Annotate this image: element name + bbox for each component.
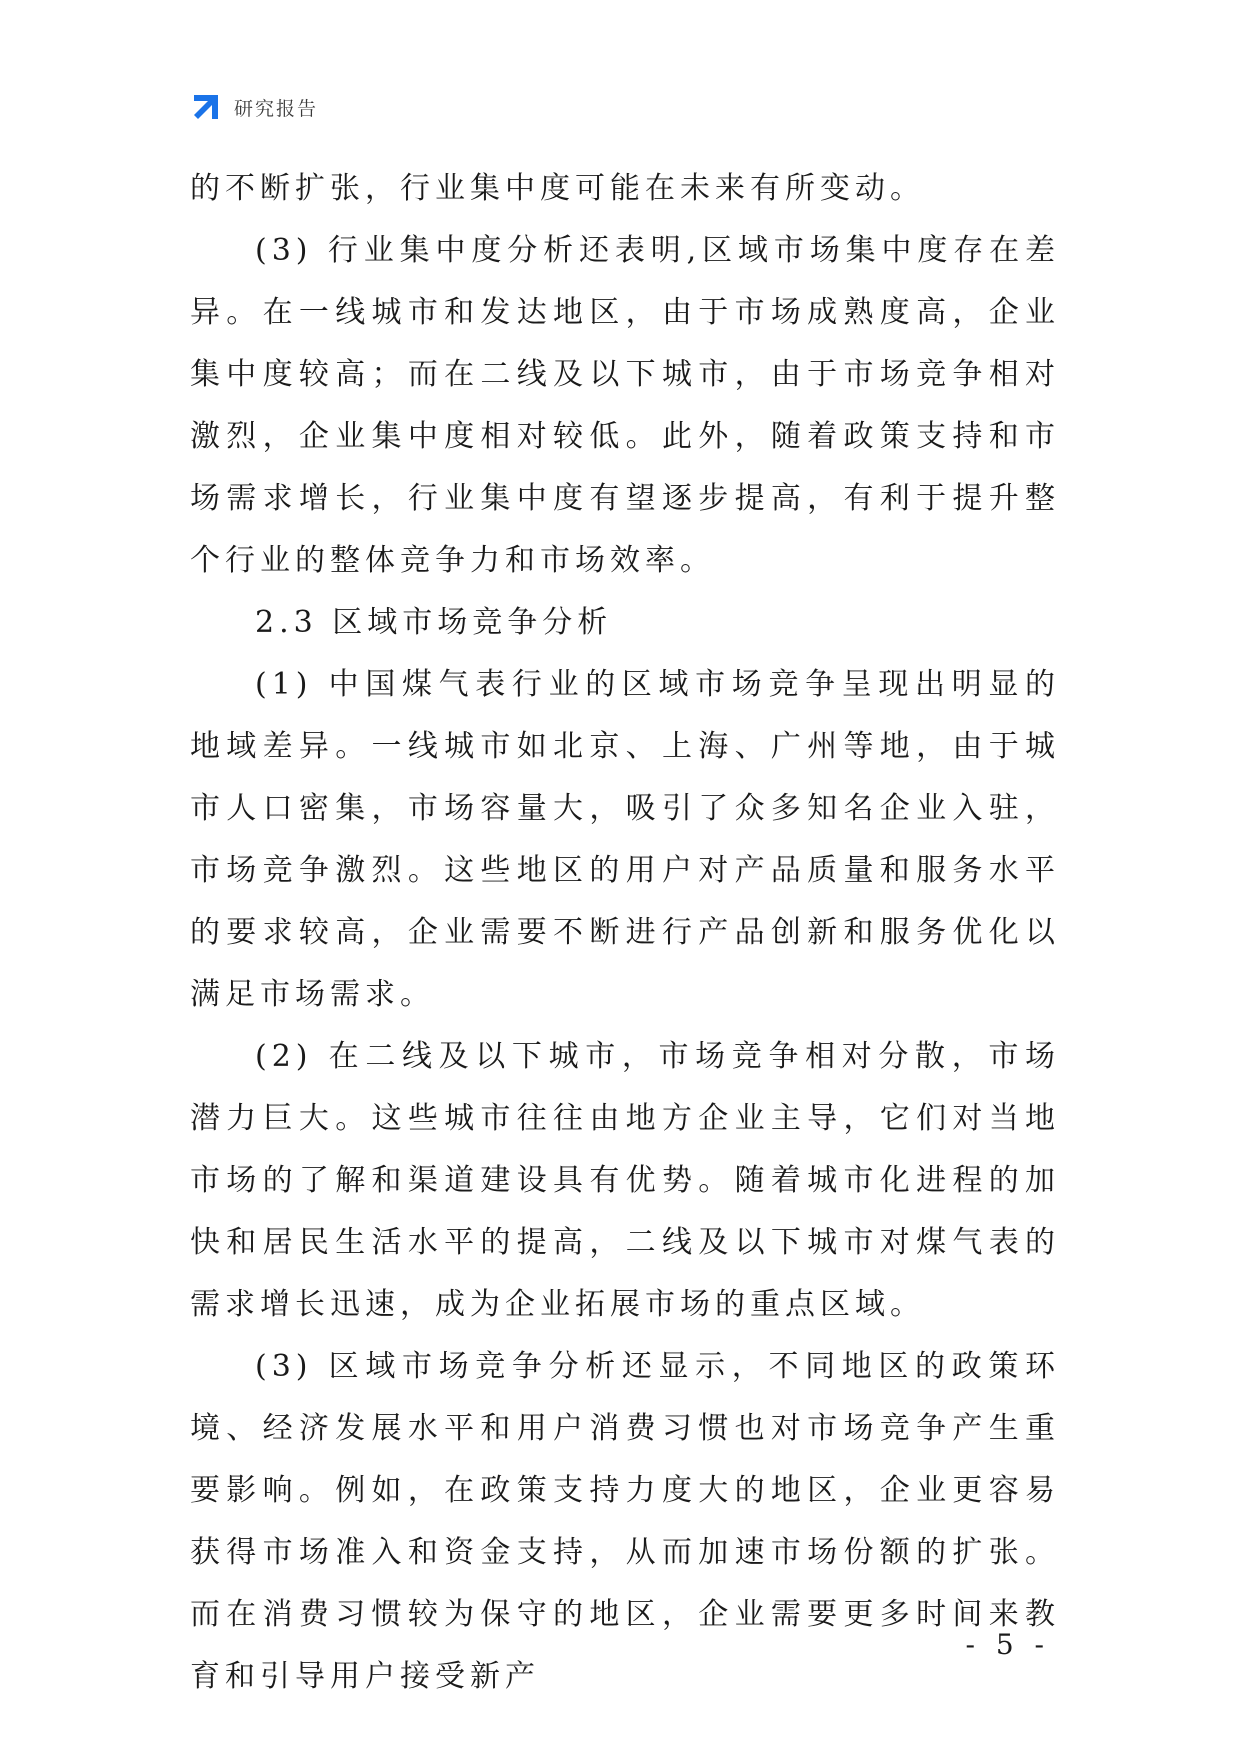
section-heading-2-3: 2.3 区域市场竞争分析 — [255, 605, 613, 640]
paragraph-continuation: 的不断扩张，行业集中度可能在未来有所变动。 — [190, 171, 925, 206]
paragraph-regional-2: (2) 在二线及以下城市，市场竞争相对分散，市场潜力巨大。这些城市往往由地方企业主导，它们对当地市场的了解和渠道建设具有优势。随着城市化进程的加快和居民生活水平的提高，二线及以下城市对煤气表的需求增长迅速，成为企业拓展市场的重点区域。 — [190, 1039, 1060, 1322]
page-number: - 5 - — [965, 1628, 1050, 1661]
header-title: 研究报告 — [234, 97, 319, 120]
page-header — [190, 90, 318, 124]
arrow-up-right-icon — [190, 91, 222, 123]
paragraph-regional-1: (1) 中国煤气表行业的区域市场竞争呈现出明显的地域差异。一线城市如北京、上海、广州等地，由于城市人口密集，市场容量大，吸引了众多知名企业入驻，市场竞争激烈。这些地区的用户对产品质量和服务水平的要求较高，企业需要不断进行产品创新和服务优化以满足市场需求。 — [190, 667, 1060, 1012]
paragraph-concentration-3: (3) 行业集中度分析还表明,区域市场集中度存在差异。在一线城市和发达地区，由于市场成熟度高，企业集中度较高；而在二线及以下城市，由于市场竞争相对激烈，企业集中度相对较低。此外，随着政策支持和市场需求增长，行业集中度有望逐步提高，有利于提升整个行业的整体竞争力和市场效率。 — [190, 233, 1060, 578]
document-body — [190, 158, 1060, 1708]
paragraph-regional-3: (3) 区域市场竞争分析还显示，不同地区的政策环境、经济发展水平和用户消费习惯也对市场竞争产生重要影响。例如，在政策支持力度大的地区，企业更容易获得市场准入和资金支持，从而加速市场份额的扩张。而在消费习惯较为保守的地区，企业需要更多时间来教育和引导用户接受新产 — [190, 1349, 1060, 1694]
